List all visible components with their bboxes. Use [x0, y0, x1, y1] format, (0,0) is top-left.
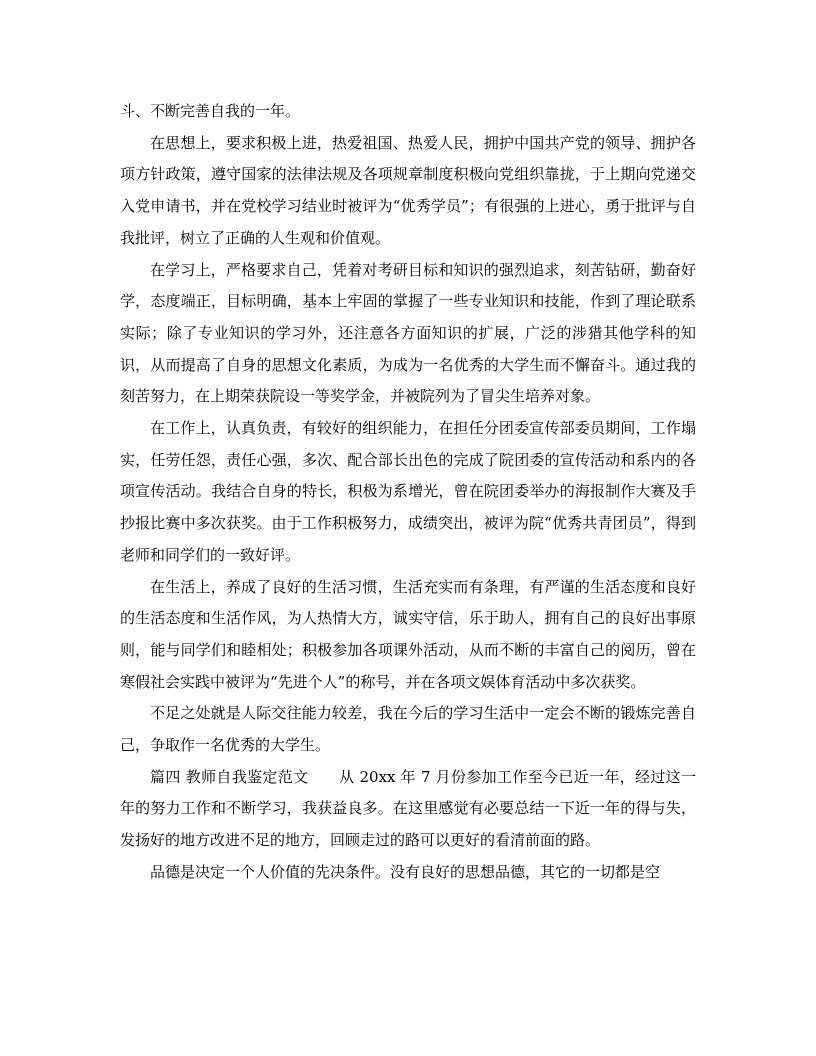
paragraph-character: 品德是决定一个人价值的先决条件。没有良好的思想品德，其它的一切都是空 [150, 862, 661, 881]
document-page [120, 0, 696, 889]
paragraph-section-four: 篇四 教师自我鉴定范文 从 20xx 年 7 月份参加工作至今已近一年，经过这一年的努力工作和不断学习，我获益良多。在这里感觉有必要总结一下近一年的得与失，发扬好的地方改进不足的地方，回顾走过的路可以更好的看清前面的路。 [120, 767, 696, 850]
paragraph-work: 在工作上，认真负责，有较好的组织能力，在担任分团委宣传部委员期间，工作塌实，任劳任怨，责任心强，多次、配合部长出色的完成了院团委的宣传活动和系内的各项宣传活动。我结合自身的特长，积极为系增光，曾在院团委举办的海报制作大赛及手抄报比赛中多次获奖。由于工作积极努力，成绩突出，被评为院“优秀共青团员”，得到老师和同学们的一致好评。 [120, 419, 696, 564]
paragraph-study: 在学习上，严格要求自己，凭着对考研目标和知识的强烈追求，刻苦钻研，勤奋好学，态度端正，目标明确，基本上牢固的掌握了一些专业知识和技能，作到了理论联系实际；除了专业知识的学习外，还注意各方面知识的扩展，广泛的涉猎其他学科的知识，从而提高了自身的思想文化素质，为成为一名优秀的大学生而不懈奋斗。通过我的刻苦努力，在上期荣获院设一等奖学金，并被院列为了冒尖生培养对象。 [120, 260, 696, 406]
paragraph-shortcomings: 不足之处就是人际交往能力较差，我在今后的学习生活中一定会不断的锻炼完善自己，争取作一名优秀的大学生。 [120, 704, 696, 755]
paragraph-continuation: 斗、不断完善自我的一年。 [120, 102, 301, 120]
paragraph-life: 在生活上，养成了良好的生活习惯，生活充实而有条理，有严谨的生活态度和良好的生活态度和生活作风，为人热情大方，诚实守信，乐于助人，拥有自己的良好出事原则，能与同学们和睦相处；积极参加各项课外活动，从而不断的丰富自己的阅历，曾在寒假社会实践中被评为“先进个人”的称号，并在各项文娱体育活动中多次获奖。 [120, 577, 696, 691]
paragraph-thought: 在思想上，要求积极上进，热爱祖国、热爱人民，拥护中国共产党的领导、拥护各项方针政策，遵守国家的法律法规及各项规章制度积极向党组织靠拢，于上期向党递交入党申请书，并在党校学习结业时被评为“优秀学员”；有很强的上进心，勇于批评与自我批评，树立了正确的人生观和价值观。 [120, 133, 696, 247]
